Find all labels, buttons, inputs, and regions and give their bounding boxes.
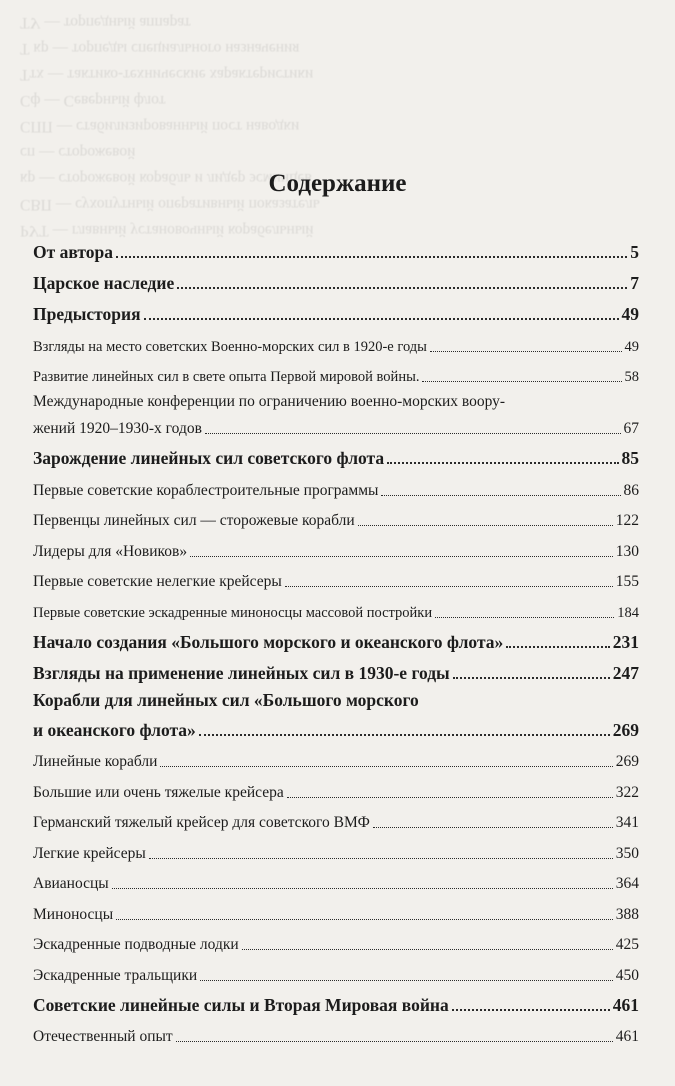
toc-chapter-entry[interactable] bbox=[33, 438, 639, 469]
toc-section-entry[interactable] bbox=[33, 771, 639, 802]
toc-entry-title-line bbox=[33, 386, 639, 411]
toc-entry-page-number: 86 bbox=[623, 481, 639, 499]
toc-entry-title: Первые советские эскадренные миноносцы массовой постройки bbox=[33, 604, 433, 621]
toc-entry-page-number: 461 bbox=[612, 994, 639, 1015]
dot-leader bbox=[387, 462, 618, 464]
toc-entry-title-continued: жений 1920–1930-х годов bbox=[33, 420, 202, 437]
toc-entry-page-number: 247 bbox=[612, 662, 639, 683]
toc-entry-page-number: 461 bbox=[615, 1028, 639, 1045]
toc-entry-page-number: 155 bbox=[615, 573, 639, 590]
toc-section-entry[interactable] bbox=[33, 741, 639, 772]
dot-leader bbox=[177, 287, 627, 289]
toc-entry-title: Предыстория bbox=[33, 304, 141, 324]
toc-entry-page-number: 322 bbox=[615, 783, 639, 801]
toc-entry-title: Отечественный опыт bbox=[33, 1028, 173, 1045]
dot-leader bbox=[199, 734, 610, 736]
toc-entry-title-line bbox=[33, 684, 639, 711]
toc-entry-page-number: 7 bbox=[630, 273, 639, 293]
toc-entry-page-number: 388 bbox=[615, 905, 639, 923]
toc-section-entry[interactable] bbox=[33, 1016, 639, 1047]
toc-entry-page-number: 122 bbox=[615, 512, 639, 529]
dot-leader bbox=[422, 381, 621, 382]
show-through-text: РУТ — главный установочный корабельный СВП — сухопутный оперативный показатель кр — сторожевой корабль и лидер эсминцев сп — сторожевой СПП — стабилизированный пост наводки Сф — Северный флот Ттх — тактико-технические характеристики Т кр — торпеды специального назначения ТУ — торпедный аппарат bbox=[20, 14, 320, 239]
toc-section-entry[interactable] bbox=[33, 591, 639, 622]
dot-leader bbox=[160, 766, 612, 767]
dot-leader bbox=[144, 318, 619, 320]
toc-section-entry[interactable] bbox=[33, 325, 639, 356]
dot-leader bbox=[287, 797, 613, 798]
toc-section-entry[interactable] bbox=[33, 924, 639, 955]
toc-section-entry[interactable] bbox=[33, 469, 639, 500]
table-of-contents bbox=[33, 232, 639, 1046]
toc-entry-page-number: 49 bbox=[624, 338, 639, 355]
toc-entry-title: Легкие крейсеры bbox=[33, 844, 146, 862]
toc-entry-page-number: 231 bbox=[612, 631, 639, 652]
toc-entry[interactable] bbox=[33, 684, 639, 741]
dot-leader bbox=[435, 617, 614, 618]
dot-leader bbox=[112, 888, 613, 889]
toc-section-entry[interactable] bbox=[33, 356, 639, 387]
toc-entry-title: Большие или очень тяжелые крейсера bbox=[33, 783, 284, 801]
toc-chapter-entry[interactable] bbox=[33, 232, 639, 263]
toc-entry-page-number: 184 bbox=[617, 604, 639, 621]
dot-leader bbox=[381, 495, 620, 496]
toc-section-entry[interactable] bbox=[33, 561, 639, 592]
toc-entry-title-line bbox=[33, 711, 639, 741]
toc-entry-title: Зарождение линейных сил советского флота bbox=[33, 448, 385, 468]
dot-leader bbox=[200, 980, 613, 981]
toc-entry-page-number: 269 bbox=[615, 753, 639, 770]
dot-leader bbox=[190, 556, 613, 557]
toc-entry-page-number: 5 bbox=[630, 242, 639, 262]
toc-chapter-entry[interactable] bbox=[33, 294, 639, 325]
toc-section-entry[interactable] bbox=[33, 500, 639, 531]
toc-entry-title: Начало создания «Большого морского и океанского флота» bbox=[33, 631, 504, 652]
dot-leader bbox=[116, 256, 627, 258]
toc-entry-title: Развитие линейных сил в свете опыта Первой мировой войны. bbox=[33, 369, 420, 385]
toc-entry-title: Взгляды на место советских Военно-морских сил в 1920-е годы bbox=[33, 338, 427, 355]
dot-leader bbox=[116, 919, 613, 920]
toc-entry-title: Взгляды на применение линейных сил в 1930-е годы bbox=[33, 662, 450, 683]
toc-entry-title: Линейные корабли bbox=[33, 753, 158, 770]
toc-entry-title-line bbox=[33, 411, 639, 438]
dot-leader bbox=[358, 525, 613, 526]
toc-chapter-entry[interactable] bbox=[33, 622, 639, 653]
toc-entry-page-number: 85 bbox=[621, 448, 639, 468]
dot-leader bbox=[373, 827, 613, 828]
toc-section-entry[interactable] bbox=[33, 863, 639, 894]
toc-entry-title: Эскадренные тральщики bbox=[33, 966, 198, 984]
toc-section-entry[interactable] bbox=[33, 954, 639, 985]
toc-entry-title: Советские линейные силы и Вторая Мировая война bbox=[33, 994, 449, 1015]
toc-section-entry[interactable] bbox=[33, 832, 639, 863]
dot-leader bbox=[205, 433, 621, 434]
toc-entry-title: Германский тяжелый крейсер для советского ВМФ bbox=[33, 814, 370, 831]
toc-entry-title: Первенцы линейных сил — сторожевые корабли bbox=[33, 512, 355, 529]
toc-entry-page-number: 58 bbox=[624, 369, 639, 385]
dot-leader bbox=[242, 949, 613, 950]
toc-section-entry[interactable] bbox=[33, 893, 639, 924]
toc-entry-title: Царское наследие bbox=[33, 273, 175, 293]
dot-leader bbox=[285, 586, 613, 587]
dot-leader bbox=[149, 858, 613, 859]
toc-entry-page-number: 341 bbox=[615, 814, 639, 831]
toc-entry-page-number: 269 bbox=[612, 719, 639, 740]
toc-chapter-entry[interactable] bbox=[33, 653, 639, 684]
page-title: Содержание bbox=[268, 170, 407, 197]
dot-leader bbox=[430, 351, 622, 352]
toc-entry-page-number: 67 bbox=[623, 420, 639, 437]
toc-chapter-entry[interactable] bbox=[33, 985, 639, 1016]
dot-leader bbox=[452, 1009, 610, 1011]
toc-chapter-entry[interactable] bbox=[33, 263, 639, 294]
toc-section-entry[interactable] bbox=[33, 802, 639, 833]
toc-entry-title: Авианосцы bbox=[33, 875, 109, 892]
toc-entry-page-number: 350 bbox=[615, 844, 639, 862]
toc-entry-page-number: 450 bbox=[615, 966, 639, 984]
toc-entry-title-continued: и океанского флота» bbox=[33, 719, 196, 740]
dot-leader bbox=[506, 646, 609, 648]
toc-entry-page-number: 49 bbox=[621, 304, 639, 324]
toc-entry-page-number: 364 bbox=[615, 875, 639, 892]
toc-entry-title: От автора bbox=[33, 242, 113, 262]
toc-entry-title: Лидеры для «Новиков» bbox=[33, 542, 188, 560]
toc-entry-title: Эскадренные подводные лодки bbox=[33, 936, 239, 953]
toc-entry-title: Корабли для линейных сил «Большого морского bbox=[33, 689, 419, 710]
toc-entry-title: Миноносцы bbox=[33, 905, 114, 923]
toc-entry[interactable] bbox=[33, 386, 639, 438]
dot-leader bbox=[176, 1041, 613, 1042]
toc-entry-page-number: 425 bbox=[615, 936, 639, 953]
toc-entry-title: Международные конференции по ограничению военно-морских воору- bbox=[33, 393, 506, 410]
toc-entry-title: Первые советские кораблестроительные программы bbox=[33, 481, 379, 499]
toc-section-entry[interactable] bbox=[33, 530, 639, 561]
toc-entry-page-number: 130 bbox=[615, 542, 639, 560]
dot-leader bbox=[453, 677, 610, 679]
toc-entry-title: Первые советские нелегкие крейсеры bbox=[33, 573, 282, 590]
